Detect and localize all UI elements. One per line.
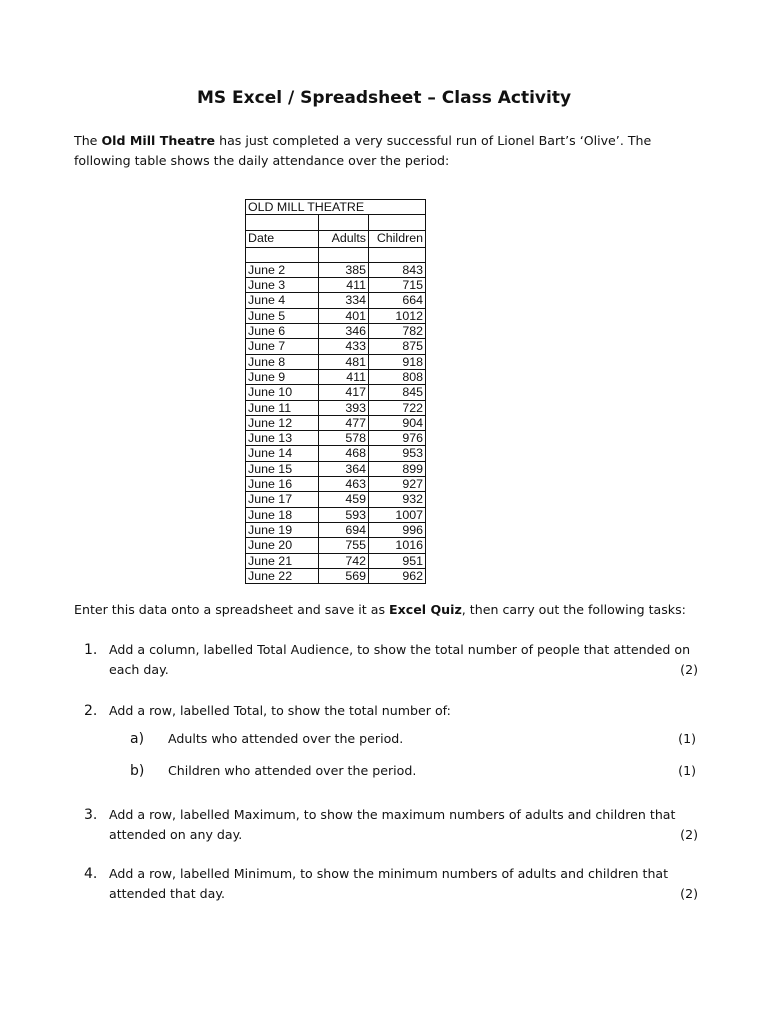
subtask-text: Adults who attended over the period. xyxy=(168,731,404,746)
task-3 xyxy=(74,805,698,845)
table-row xyxy=(246,461,426,476)
adults-cell: 477 xyxy=(319,415,369,430)
attendance-table xyxy=(245,199,426,584)
adults-cell: 401 xyxy=(319,308,369,323)
table-row xyxy=(246,522,426,537)
table-row xyxy=(246,568,426,583)
task-text: Add a row, labelled Maximum, to show the maximum numbers of adults and children that attended on any day. xyxy=(109,807,676,842)
table-row xyxy=(246,339,426,354)
task-marks: (2) xyxy=(680,827,698,842)
table-header-row xyxy=(246,230,426,247)
adults-cell: 463 xyxy=(319,477,369,492)
adults-cell: 593 xyxy=(319,507,369,522)
children-cell: 904 xyxy=(369,415,426,430)
children-cell: 715 xyxy=(369,278,426,293)
task-number: 2. xyxy=(84,703,98,719)
subtask-marks: (1) xyxy=(678,763,696,778)
table-row xyxy=(246,293,426,308)
subtask-marks: (1) xyxy=(678,731,696,746)
table-spacer-row xyxy=(246,215,426,230)
adults-cell: 334 xyxy=(319,293,369,308)
date-cell: June 13 xyxy=(246,431,319,446)
date-cell: June 10 xyxy=(246,385,319,400)
table-spacer-row xyxy=(246,247,426,262)
date-cell: June 22 xyxy=(246,568,319,583)
date-cell: June 3 xyxy=(246,278,319,293)
children-cell: 899 xyxy=(369,461,426,476)
adults-cell: 569 xyxy=(319,568,369,583)
adults-cell: 433 xyxy=(319,339,369,354)
adults-cell: 411 xyxy=(319,278,369,293)
adults-cell: 385 xyxy=(319,262,369,277)
task-4 xyxy=(74,864,698,904)
children-cell: 722 xyxy=(369,400,426,415)
date-cell: June 15 xyxy=(246,461,319,476)
column-header-children: Children xyxy=(369,230,426,247)
adults-cell: 346 xyxy=(319,324,369,339)
children-cell: 962 xyxy=(369,568,426,583)
subtask-letter: b) xyxy=(130,763,145,779)
date-cell: June 19 xyxy=(246,522,319,537)
table-row xyxy=(246,354,426,369)
table-title: OLD MILL THEATRE xyxy=(246,200,426,215)
instructions-paragraph: Enter this data onto a spreadsheet and save it as Excel Quiz, then carry out the following tasks: xyxy=(74,602,686,617)
adults-cell: 459 xyxy=(319,492,369,507)
table-row xyxy=(246,278,426,293)
date-cell: June 7 xyxy=(246,339,319,354)
date-cell: June 20 xyxy=(246,538,319,553)
date-cell: June 18 xyxy=(246,507,319,522)
children-cell: 918 xyxy=(369,354,426,369)
date-cell: June 17 xyxy=(246,492,319,507)
adults-cell: 742 xyxy=(319,553,369,568)
children-cell: 843 xyxy=(369,262,426,277)
children-cell: 808 xyxy=(369,369,426,384)
page-title: MS Excel / Spreadsheet – Class Activity xyxy=(196,88,572,108)
children-cell: 1007 xyxy=(369,507,426,522)
adults-cell: 578 xyxy=(319,431,369,446)
adults-cell: 755 xyxy=(319,538,369,553)
task-2 xyxy=(74,701,698,721)
children-cell: 1012 xyxy=(369,308,426,323)
date-cell: June 14 xyxy=(246,446,319,461)
date-cell: June 6 xyxy=(246,324,319,339)
theatre-name: Old Mill Theatre xyxy=(101,133,216,148)
task-number: 3. xyxy=(84,807,98,823)
intro-paragraph: The Old Mill Theatre has just completed a very successful run of Lionel Bart’s ‘Olive’. The following table shows the daily attendance over the period: xyxy=(74,133,652,168)
table-row xyxy=(246,324,426,339)
children-cell: 782 xyxy=(369,324,426,339)
children-cell: 664 xyxy=(369,293,426,308)
date-cell: June 11 xyxy=(246,400,319,415)
task-number: 4. xyxy=(84,866,98,882)
date-cell: June 21 xyxy=(246,553,319,568)
children-cell: 845 xyxy=(369,385,426,400)
task-marks: (2) xyxy=(680,886,698,901)
task-text: Add a column, labelled Total Audience, to show the total number of people that attended on each day. xyxy=(109,642,691,677)
subtask-text: Children who attended over the period. xyxy=(168,763,417,778)
table-row xyxy=(246,446,426,461)
children-cell: 875 xyxy=(369,339,426,354)
table-row xyxy=(246,492,426,507)
file-name: Excel Quiz xyxy=(389,602,462,617)
column-header-adults: Adults xyxy=(319,230,369,247)
date-cell: June 16 xyxy=(246,477,319,492)
subtask-b xyxy=(130,761,696,781)
date-cell: June 4 xyxy=(246,293,319,308)
task-number: 1. xyxy=(84,642,98,658)
task-1 xyxy=(74,640,698,680)
children-cell: 1016 xyxy=(369,538,426,553)
table-row xyxy=(246,308,426,323)
adults-cell: 393 xyxy=(319,400,369,415)
adults-cell: 481 xyxy=(319,354,369,369)
table-row xyxy=(246,553,426,568)
task-marks: (2) xyxy=(680,662,698,677)
date-cell: June 9 xyxy=(246,369,319,384)
table-row xyxy=(246,538,426,553)
adults-cell: 694 xyxy=(319,522,369,537)
date-cell: June 5 xyxy=(246,308,319,323)
adults-cell: 411 xyxy=(319,369,369,384)
adults-cell: 364 xyxy=(319,461,369,476)
table-row xyxy=(246,369,426,384)
children-cell: 951 xyxy=(369,553,426,568)
table-row xyxy=(246,400,426,415)
adults-cell: 468 xyxy=(319,446,369,461)
children-cell: 953 xyxy=(369,446,426,461)
task-text: Add a row, labelled Minimum, to show the minimum numbers of adults and children that attended that day. xyxy=(109,866,669,901)
children-cell: 927 xyxy=(369,477,426,492)
children-cell: 932 xyxy=(369,492,426,507)
table-row xyxy=(246,507,426,522)
date-cell: June 2 xyxy=(246,262,319,277)
table-title-row xyxy=(246,200,426,215)
date-cell: June 8 xyxy=(246,354,319,369)
children-cell: 996 xyxy=(369,522,426,537)
column-header-date: Date xyxy=(246,230,319,247)
subtask-letter: a) xyxy=(130,731,145,747)
table-row xyxy=(246,477,426,492)
subtask-a xyxy=(130,729,696,749)
table-row xyxy=(246,385,426,400)
children-cell: 976 xyxy=(369,431,426,446)
table-row xyxy=(246,431,426,446)
table-row xyxy=(246,415,426,430)
task-text: Add a row, labelled Total, to show the total number of: xyxy=(109,703,451,718)
adults-cell: 417 xyxy=(319,385,369,400)
date-cell: June 12 xyxy=(246,415,319,430)
table-row xyxy=(246,262,426,277)
